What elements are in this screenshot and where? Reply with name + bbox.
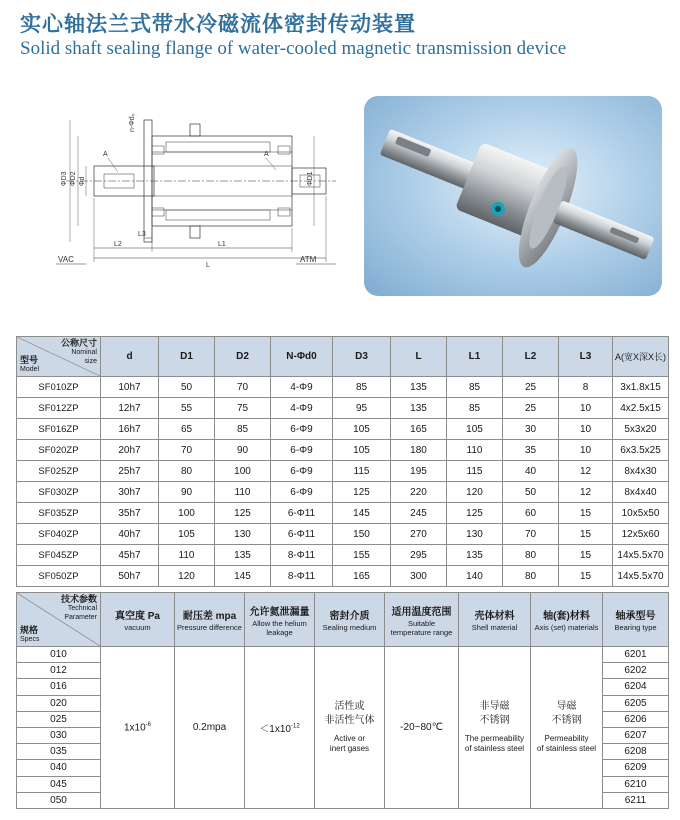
table-cell: 150 <box>333 524 391 545</box>
table-cell: 220 <box>391 482 447 503</box>
spec-cell: 012 <box>17 663 101 679</box>
pressure-cell: 0.2mpa <box>175 647 245 809</box>
table-cell: 105 <box>159 524 215 545</box>
bearing-cell: 6208 <box>603 744 669 760</box>
spec-cell: 016 <box>17 679 101 695</box>
table-cell: 70 <box>215 377 271 398</box>
table-cell: 120 <box>447 482 503 503</box>
table-row <box>17 440 669 461</box>
table-cell: 10x5x50 <box>613 503 669 524</box>
table-cell: 14x5.5x70 <box>613 545 669 566</box>
vac-label: VAC <box>58 255 74 264</box>
table-cell: 180 <box>391 440 447 461</box>
table-cell: 20h7 <box>101 440 159 461</box>
table-cell: 165 <box>333 566 391 587</box>
product-photo <box>364 96 662 296</box>
table-cell: 155 <box>333 545 391 566</box>
page-title-chinese: 实心轴法兰式带水冷磁流体密封传动装置 <box>20 12 416 36</box>
table-cell: 100 <box>159 503 215 524</box>
table-cell: 8 <box>559 377 613 398</box>
d-label: Φd <box>79 176 86 186</box>
ndo-label: n-Φd₀ <box>129 113 136 132</box>
table-cell: 145 <box>215 566 271 587</box>
table-cell: 145 <box>333 503 391 524</box>
table-cell: 75 <box>215 398 271 419</box>
table-cell: 65 <box>159 419 215 440</box>
spec-cell: 010 <box>17 647 101 663</box>
table-cell: 85 <box>215 419 271 440</box>
table-cell: 135 <box>391 377 447 398</box>
table-cell: 105 <box>447 419 503 440</box>
table-cell: 6-Φ11 <box>271 503 333 524</box>
model-cell: SF045ZP <box>17 545 101 566</box>
axis-material-cell: 导磁 不锈钢 Permeability of stainless steel <box>531 647 603 809</box>
technical-drawing <box>56 86 356 276</box>
table-cell: 6x3.5x25 <box>613 440 669 461</box>
table-row <box>17 482 669 503</box>
table-cell: 5x3x20 <box>613 419 669 440</box>
table-cell: 6-Φ9 <box>271 482 333 503</box>
table-cell: 8x4x40 <box>613 482 669 503</box>
table-row <box>17 398 669 419</box>
col-header-axis-material: 轴(套)材料 Axis (set) materials <box>531 593 603 647</box>
table-cell: 300 <box>391 566 447 587</box>
bearing-cell: 6206 <box>603 711 669 727</box>
table-cell: 12x5x60 <box>613 524 669 545</box>
table-cell: 140 <box>447 566 503 587</box>
table-cell: 30h7 <box>101 482 159 503</box>
table-cell: 120 <box>159 566 215 587</box>
table-cell: 10 <box>559 419 613 440</box>
table-cell: 35 <box>503 440 559 461</box>
dimensions-table <box>16 336 669 587</box>
shell-material-cell: 非导磁 不锈钢 The permeability of stainless steel <box>459 647 531 809</box>
model-cell: SF025ZP <box>17 461 101 482</box>
parameters-corner-cell: 技术参数 Technical Parameter 规格 Specs <box>17 593 101 647</box>
a-right-label: A <box>264 151 269 158</box>
temperature-cell: -20~80℃ <box>385 647 459 809</box>
model-cell: SF020ZP <box>17 440 101 461</box>
table-cell: 12 <box>559 482 613 503</box>
col-header-d3: D3 <box>333 337 391 377</box>
col-header-l1: L1 <box>447 337 503 377</box>
col-header-d1: D1 <box>159 337 215 377</box>
table-cell: 90 <box>215 440 271 461</box>
table-cell: 45h7 <box>101 545 159 566</box>
table-cell: 125 <box>333 482 391 503</box>
table-cell: 110 <box>159 545 215 566</box>
table-cell: 125 <box>447 503 503 524</box>
atm-label: ATM <box>300 255 317 264</box>
spec-cell: 035 <box>17 744 101 760</box>
model-cell: SF016ZP <box>17 419 101 440</box>
magnetic-seal-rendering <box>364 96 662 296</box>
table-row <box>17 647 669 663</box>
table-cell: 4x2.5x15 <box>613 398 669 419</box>
table-cell: 10 <box>559 398 613 419</box>
table-row <box>17 524 669 545</box>
table-cell: 85 <box>333 377 391 398</box>
col-header-l3: L3 <box>559 337 613 377</box>
bearing-cell: 6204 <box>603 679 669 695</box>
table-cell: 15 <box>559 524 613 545</box>
table-cell: 25 <box>503 398 559 419</box>
col-header-sealing-medium: 密封介质 Sealing medium <box>315 593 385 647</box>
bearing-cell: 6207 <box>603 727 669 743</box>
col-header-helium-leak: 允许氦泄漏量 Allow the helium leakage <box>245 593 315 647</box>
col-header-l2: L2 <box>503 337 559 377</box>
table-cell: 6-Φ9 <box>271 440 333 461</box>
table-cell: 70 <box>159 440 215 461</box>
table-cell: 4-Φ9 <box>271 377 333 398</box>
l1-label: L1 <box>218 241 226 248</box>
table-cell: 110 <box>447 440 503 461</box>
col-header-pressure: 耐压差 mpa Pressure difference <box>175 593 245 647</box>
table-cell: 130 <box>447 524 503 545</box>
table-cell: 135 <box>447 545 503 566</box>
table-cell: 125 <box>215 503 271 524</box>
bearing-cell: 6211 <box>603 792 669 808</box>
table-cell: 55 <box>159 398 215 419</box>
table-cell: 100 <box>215 461 271 482</box>
table-cell: 135 <box>391 398 447 419</box>
table-cell: 6-Φ11 <box>271 524 333 545</box>
table-cell: 4-Φ9 <box>271 398 333 419</box>
bearing-cell: 6201 <box>603 647 669 663</box>
table-cell: 195 <box>391 461 447 482</box>
table-cell: 60 <box>503 503 559 524</box>
col-header-a: A(宽X深X长) <box>613 337 669 377</box>
table-cell: 15 <box>559 566 613 587</box>
col-header-l: L <box>391 337 447 377</box>
table-cell: 14x5.5x70 <box>613 566 669 587</box>
d3-label: ΦD3 <box>61 171 68 186</box>
table-cell: 50h7 <box>101 566 159 587</box>
table-cell: 35h7 <box>101 503 159 524</box>
bearing-cell: 6209 <box>603 760 669 776</box>
col-header-d2: D2 <box>215 337 271 377</box>
parameters-header-row <box>17 593 669 647</box>
table-cell: 85 <box>447 377 503 398</box>
col-header-shell-material: 壳体材料 Shell material <box>459 593 531 647</box>
bearing-cell: 6202 <box>603 663 669 679</box>
table-cell: 85 <box>447 398 503 419</box>
table-cell: 40h7 <box>101 524 159 545</box>
table-cell: 15 <box>559 545 613 566</box>
col-header-vacuum: 真空度 Pa vacuum <box>101 593 175 647</box>
helium-leak-cell: $<1x10^{-12}$ <box>245 647 315 809</box>
table-cell: 8x4x30 <box>613 461 669 482</box>
l-label: L <box>206 262 210 269</box>
table-cell: 80 <box>503 545 559 566</box>
col-header-bearing: 轴承型号 Bearing type <box>603 593 669 647</box>
table-cell: 90 <box>159 482 215 503</box>
table-cell: 70 <box>503 524 559 545</box>
parameters-table <box>16 592 669 809</box>
table-cell: 105 <box>333 419 391 440</box>
l3-label: L3 <box>138 231 146 238</box>
table-cell: 6-Φ9 <box>271 461 333 482</box>
table-cell: 130 <box>215 524 271 545</box>
model-cell: SF030ZP <box>17 482 101 503</box>
table-cell: 12h7 <box>101 398 159 419</box>
table-cell: 25 <box>503 377 559 398</box>
spec-cell: 050 <box>17 792 101 808</box>
l2-label: L2 <box>114 241 122 248</box>
table-cell: 115 <box>333 461 391 482</box>
spec-cell: 040 <box>17 760 101 776</box>
table-cell: 295 <box>391 545 447 566</box>
table-row <box>17 545 669 566</box>
table-cell: 50 <box>159 377 215 398</box>
table-cell: 80 <box>159 461 215 482</box>
table-cell: 80 <box>503 566 559 587</box>
table-cell: 245 <box>391 503 447 524</box>
table-cell: 10h7 <box>101 377 159 398</box>
table-cell: 25h7 <box>101 461 159 482</box>
table-cell: 50 <box>503 482 559 503</box>
model-cell: SF035ZP <box>17 503 101 524</box>
table-cell: 6-Φ9 <box>271 419 333 440</box>
spec-cell: 045 <box>17 776 101 792</box>
table-row <box>17 377 669 398</box>
spec-cell: 030 <box>17 727 101 743</box>
model-cell: SF040ZP <box>17 524 101 545</box>
table-row <box>17 461 669 482</box>
sealing-medium-cell: 活性或 非活性气体 Active or inert gases <box>315 647 385 809</box>
model-cell: SF012ZP <box>17 398 101 419</box>
table-cell: 15 <box>559 503 613 524</box>
table-cell: 270 <box>391 524 447 545</box>
d1-label: ΦD1 <box>307 171 314 186</box>
page-title-english: Solid shaft sealing flange of water-cooled magnetic transmission device <box>20 38 567 59</box>
spec-cell: 020 <box>17 695 101 711</box>
table-cell: 10 <box>559 440 613 461</box>
model-cell: SF010ZP <box>17 377 101 398</box>
model-cell: SF050ZP <box>17 566 101 587</box>
table-cell: 30 <box>503 419 559 440</box>
spec-cell: 025 <box>17 711 101 727</box>
table-cell: 8-Φ11 <box>271 566 333 587</box>
table-cell: 115 <box>447 461 503 482</box>
table-cell: 8-Φ11 <box>271 545 333 566</box>
table-cell: 3x1.8x15 <box>613 377 669 398</box>
dimensions-corner-cell: 公称尺寸 Nominal size 型号 Model <box>17 337 101 377</box>
table-cell: 16h7 <box>101 419 159 440</box>
a-left-label: A <box>103 151 108 158</box>
col-header-d: d <box>101 337 159 377</box>
bearing-cell: 6210 <box>603 776 669 792</box>
table-cell: 40 <box>503 461 559 482</box>
table-cell: 135 <box>215 545 271 566</box>
table-row <box>17 503 669 524</box>
table-cell: 105 <box>333 440 391 461</box>
dimensions-header-row <box>17 337 669 377</box>
table-row <box>17 566 669 587</box>
table-cell: 165 <box>391 419 447 440</box>
vacuum-cell: $1x10^{-6}$ <box>101 647 175 809</box>
col-header-temperature: 适用温度范围 Suitable temperature range <box>385 593 459 647</box>
col-header-n-phi-d0: N-Φd0 <box>271 337 333 377</box>
table-cell: 110 <box>215 482 271 503</box>
bearing-cell: 6205 <box>603 695 669 711</box>
d2-label: ΦD2 <box>70 171 77 186</box>
table-cell: 12 <box>559 461 613 482</box>
table-cell: 95 <box>333 398 391 419</box>
table-row <box>17 419 669 440</box>
